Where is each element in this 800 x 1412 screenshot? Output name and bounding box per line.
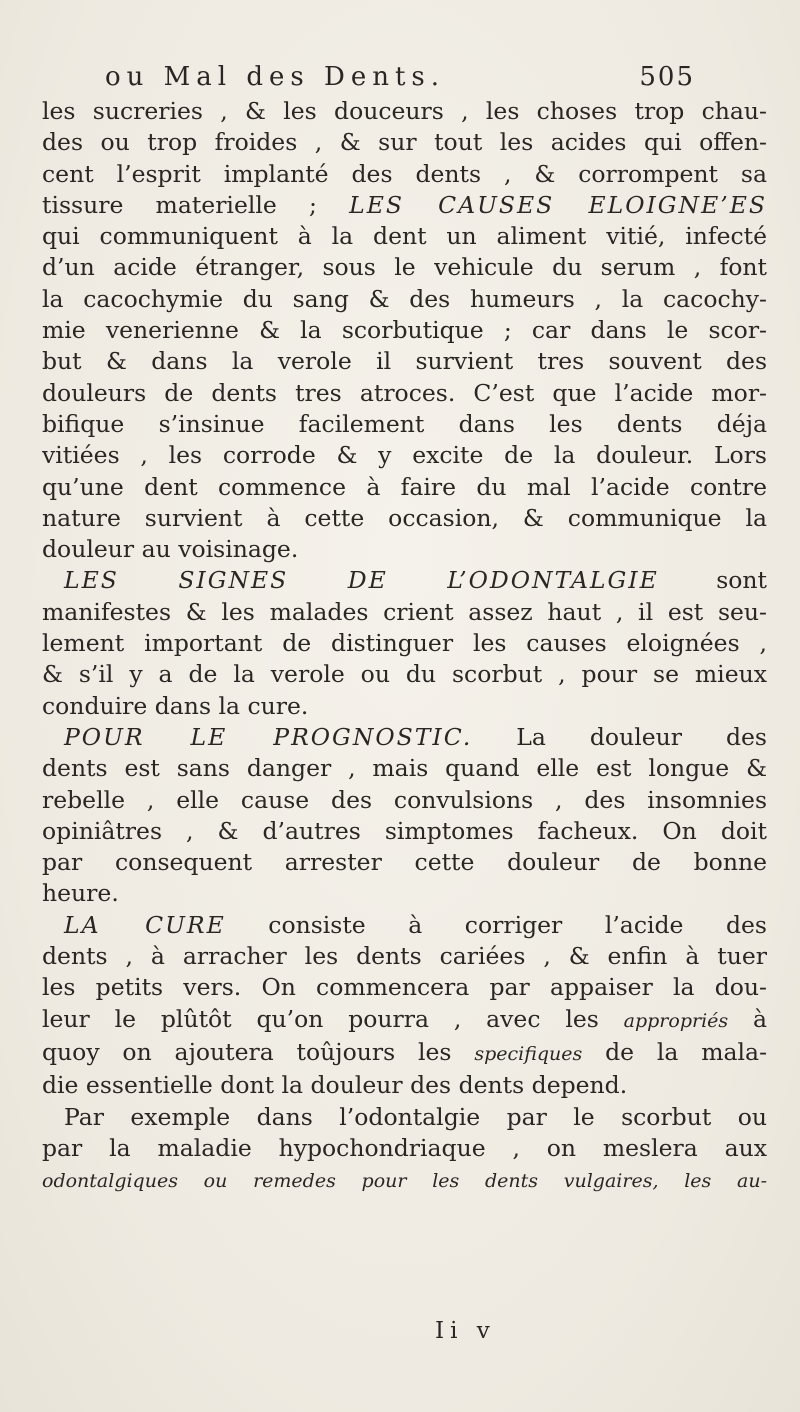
section-heading: LA CURE [64,910,226,939]
text-run: heure. [42,879,119,908]
text-run: nature survient à cette occasion, & communique la [42,503,767,532]
text-run: but & dans la verole il survient tres souvent des [42,347,767,376]
text-run: dents est sans danger , mais quand elle est longue & [42,754,767,783]
signature-mark: Ii v [435,1318,496,1344]
text-line [42,816,767,847]
text-line [42,534,767,565]
text-line [42,284,767,315]
text-run: manifestes & les malades crient assez haut , il est seu- [42,597,767,626]
text-run: sont [658,566,767,595]
text-run: qui communiquent à la dent un aliment vitié, infecté [42,222,767,251]
text-run: par la maladie hypochondriaque , on meslera aux [42,1133,767,1162]
text-line [42,910,767,941]
text-run: dents , à arracher les dents cariées , & enfin à tuer [42,942,767,971]
text-run: quoy on ajoutera toûjours les [42,1037,475,1066]
text-line [42,785,767,816]
text-line [42,1102,767,1133]
text-run: vitiées , les corrode & y excite de la douleur. Lors [42,441,767,470]
section-heading: LES SIGNES DE L’ODONTALGIE [64,566,659,595]
text-line [42,440,767,471]
text-line [42,941,767,972]
text-line [42,315,767,346]
text-run: les petits vers. On commencera par appaiser la dou- [42,973,767,1002]
text-line [42,1164,767,1197]
text-run: les sucreries , & les douceurs , les choses trop chau- [42,97,767,125]
text-run: die essentielle dont la douleur des dents depend. [42,1071,628,1100]
text-run: Par exemple dans l’odontalgie par le scorbut ou [64,1102,767,1131]
page-number: 505 [639,62,695,92]
text-line [42,878,767,909]
body-text [42,96,767,1197]
text-run: des ou trop froides , & sur tout les acides qui offen- [42,128,767,157]
text-run: bifique s’insinue facilement dans les dents déja [42,409,767,438]
text-line [42,1037,767,1070]
text-line [42,503,767,534]
text-run: qu’une dent commence à faire du mal l’acide contre [42,472,767,501]
italic-term: specifiques [474,1042,583,1065]
text-run: rebelle , elle cause des convulsions , des insomnies [42,785,767,814]
text-line [42,378,767,409]
text-line [42,659,767,690]
text-line [42,409,767,440]
text-line [42,597,767,628]
text-line [42,252,767,283]
text-run: lement important de distinguer les causes eloignées , [42,629,767,658]
text-line [42,1004,767,1037]
text-run: leur le plûtôt qu’on pourra , avec les [42,1004,624,1033]
italic-term: appropriés [623,1009,729,1032]
text-line [42,127,767,158]
section-heading: LES CAUSES ELOIGNE’ES [349,190,767,219]
text-run: tissure materielle ; [42,190,350,219]
text-line [42,472,767,503]
text-run: douleur au voisinage. [42,535,299,564]
text-line [42,722,767,753]
text-run: douleurs de dents tres atroces. C’est que l’acide mor- [42,378,767,407]
text-run: conduire dans la cure. [42,691,309,720]
text-run: d’un acide étranger, sous le vehicule du serum , font [42,253,767,282]
text-run: opiniâtres , & d’autres simptomes facheux. On doit [42,816,767,845]
running-head-title: ou Mal des Dents. [105,62,446,92]
text-run: consiste à corriger l’acide des [225,910,767,939]
text-run: cent l’esprit implanté des dents , & corrompent sa [42,159,767,188]
text-run: mie venerienne & la scorbutique ; car dans le scor- [42,316,767,345]
text-run: & s’il y a de la verole ou du scorbut , pour se mieux [42,660,767,689]
text-run: par consequent arrester cette douleur de bonne [42,848,767,877]
text-run: la cacochymie du sang & des humeurs , la cacochy- [42,284,767,313]
italic-term: odontalgiques ou remedes pour les dents vulgaires, les au- [42,1170,767,1193]
text-line [42,1070,767,1101]
text-line [42,753,767,784]
text-line [42,565,767,596]
text-line [42,972,767,1003]
text-run: La douleur des [472,722,767,751]
text-line [42,691,767,722]
text-line [42,159,767,190]
text-line [42,346,767,377]
text-line [42,628,767,659]
text-line [42,190,767,221]
text-line [42,221,767,252]
text-run: de la mala- [582,1037,767,1066]
text-line [42,96,767,127]
text-run: à [728,1004,767,1033]
text-line [42,847,767,878]
text-line [42,1133,767,1164]
section-heading: POUR LE PROGNOSTIC. [64,722,473,751]
running-head [105,62,695,92]
